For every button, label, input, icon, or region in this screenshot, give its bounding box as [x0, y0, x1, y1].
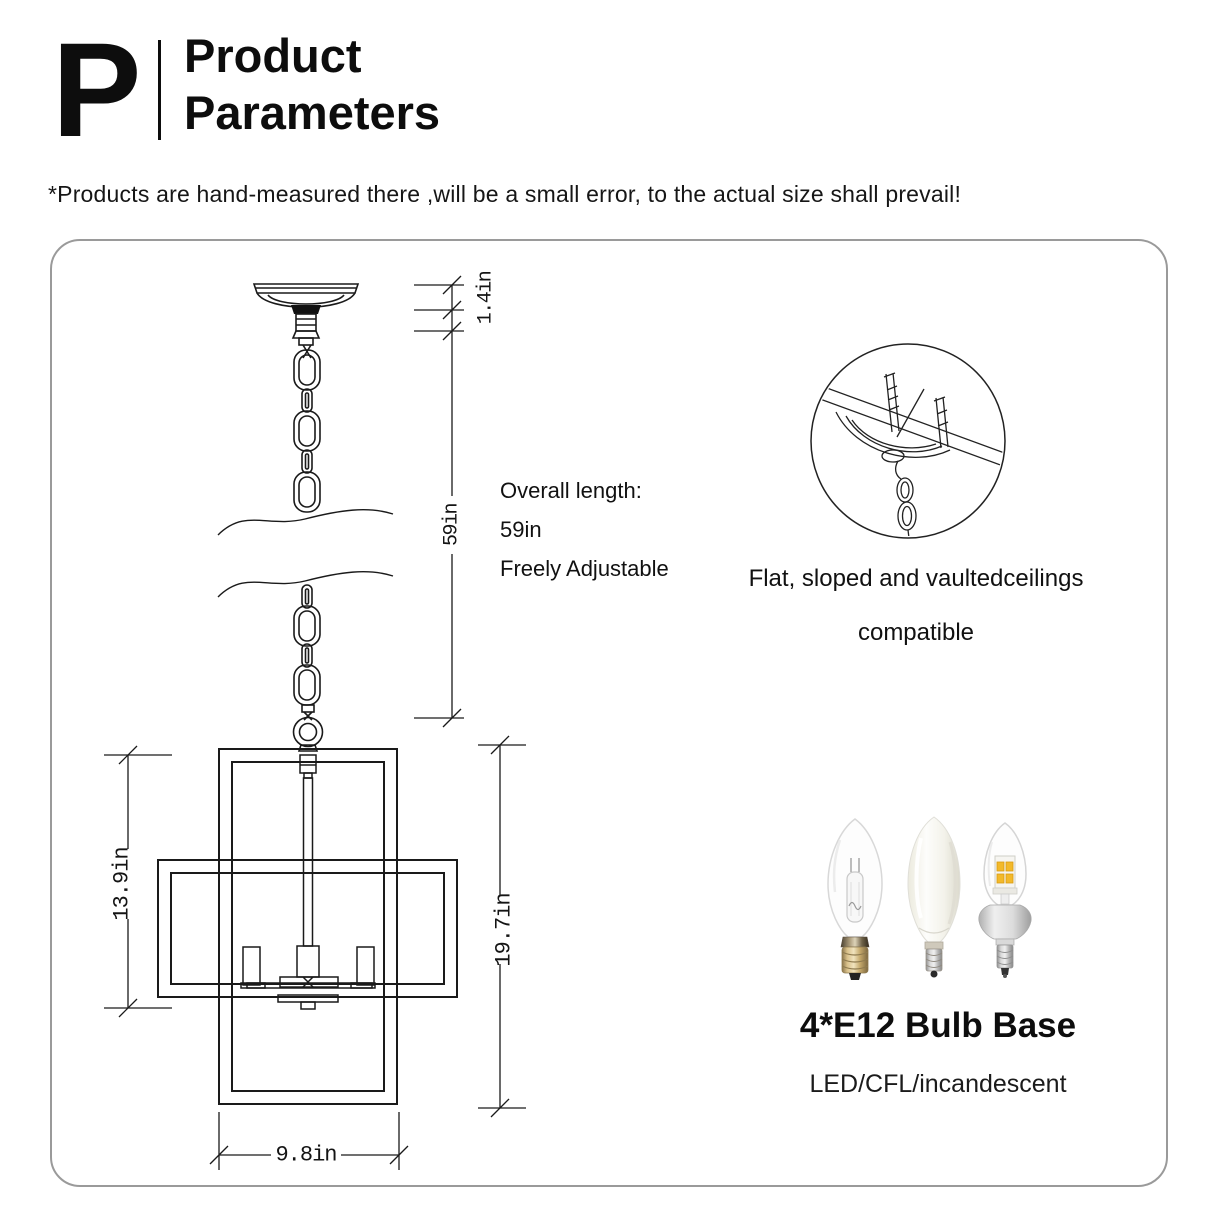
ceiling-note-line1: Flat, sloped and vaultedceilings	[748, 565, 1084, 592]
hanging-chain-upper	[294, 338, 320, 512]
bulb-type-subtitle: LED/CFL/incandescent	[809, 1070, 1067, 1098]
bulb-icons	[828, 817, 1031, 980]
overall-length-line1: Overall length:	[500, 478, 642, 503]
fixture-frame	[158, 749, 457, 1104]
disclaimer-text: *Products are hand-measured there ,will be a small error, to the actual size shall prevail!	[48, 181, 962, 207]
candle-cluster	[241, 755, 375, 1009]
cfl-bulb-icon	[908, 817, 960, 978]
ceiling-canopy-drawing	[254, 284, 358, 338]
page-title-line1: Product	[184, 29, 362, 82]
led-bulb-icon	[979, 823, 1031, 978]
ceiling-compatibility-note	[706, 552, 1126, 660]
chandelier-drawing	[158, 284, 457, 1104]
dim-canopy-and-chain	[414, 276, 464, 727]
cage-height-label: 13.9in	[109, 847, 135, 921]
break-wave-lines	[218, 510, 393, 597]
chain-length-label: 59in	[440, 503, 464, 547]
bulb-base-title: 4*E12 Bulb Base	[799, 1006, 1077, 1045]
overall-length-line2: 59in	[500, 517, 542, 542]
fixture-height-label: 19.7in	[491, 893, 517, 967]
overall-length-note	[500, 471, 669, 588]
hanging-ring	[294, 718, 323, 752]
sloped-ceiling-mount-icon	[801, 344, 1010, 538]
canopy-height-label: 1.4in	[474, 271, 498, 325]
fixture-width-label: 9.8in	[275, 1142, 337, 1168]
page-title-line2: Parameters	[184, 86, 441, 139]
brand-logo-letter: P	[52, 16, 142, 165]
halogen-bulb-icon	[828, 819, 882, 980]
overall-length-line3: Freely Adjustable	[500, 556, 669, 581]
ceiling-note-line2: compatible	[857, 619, 975, 646]
dimension-lines	[104, 276, 526, 1170]
hanging-chain-lower	[294, 585, 320, 720]
